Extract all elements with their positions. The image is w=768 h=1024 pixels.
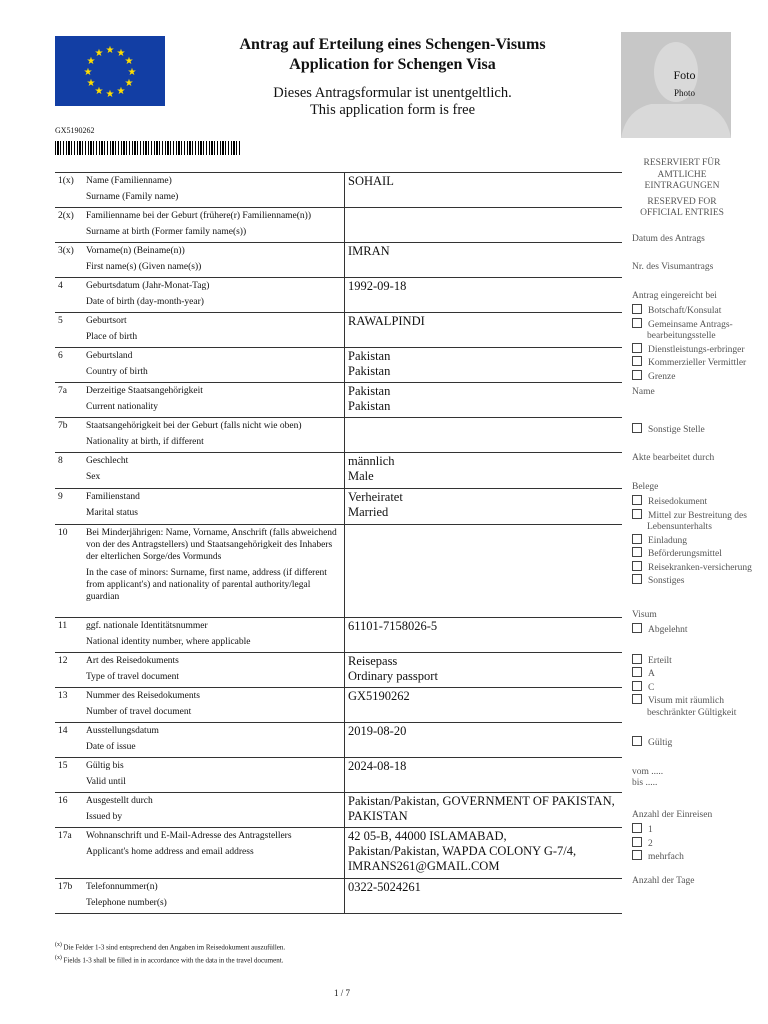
option-label: Grenze	[648, 371, 676, 382]
field-number: 17b	[58, 882, 73, 892]
checkbox[interactable]	[632, 694, 642, 704]
option-label: Abgelehnt	[648, 625, 688, 635]
field-label-en: Number of travel document	[86, 707, 192, 717]
visa-number-label: Nr. des Visumantrags	[632, 262, 714, 272]
form-row	[55, 347, 622, 382]
checkbox-option[interactable]	[632, 495, 768, 509]
field-label	[86, 653, 344, 687]
field-number: 7b	[58, 421, 68, 431]
svg-text:★: ★	[94, 48, 104, 59]
valid-to-label: bis .....	[632, 778, 658, 788]
field-label-en: Country of birth	[86, 367, 148, 377]
field-value[interactable]: 2019-08-20	[344, 723, 622, 757]
form-row	[55, 488, 622, 524]
footnote	[55, 940, 285, 967]
checkbox[interactable]	[632, 423, 642, 433]
field-value[interactable]: IMRAN	[344, 243, 622, 277]
option-label: Erteilt	[648, 655, 672, 666]
checkbox[interactable]	[632, 534, 642, 544]
option-label: Einladung	[648, 535, 688, 546]
field-label	[86, 208, 344, 242]
field-label-en: Valid until	[86, 777, 126, 787]
svg-text:★: ★	[86, 56, 96, 67]
field-label	[86, 418, 344, 452]
field-label-en: Date of issue	[86, 742, 136, 752]
field-number: 2(x)	[58, 211, 74, 221]
form-row	[55, 207, 622, 242]
checkbox[interactable]	[632, 654, 642, 664]
option-label: Visum mit räumlich beschränkter Gültigkeit	[647, 696, 737, 718]
field-value[interactable]: 61101-7158026-5	[344, 618, 622, 652]
footnote-de: $^{(x)}$ Die Felder 1-3 sind entsprechend den Angaben im Reisedokument auszufüllen.	[55, 942, 286, 952]
field-label-en: Nationality at birth, if different	[86, 437, 204, 447]
field-value[interactable]: männlich Male	[344, 453, 622, 488]
field-value[interactable]: 2024-08-18	[344, 758, 622, 792]
field-label	[86, 828, 344, 878]
handled-by-label: Akte bearbeitet durch	[632, 453, 715, 463]
field-number: 3(x)	[58, 246, 74, 256]
field-value[interactable]: Pakistan Pakistan	[344, 383, 622, 417]
footnote-en-text: Fields 1-3 shall be filled in in accordance with the data in the travel document.	[63, 956, 284, 965]
svg-text:★: ★	[83, 67, 93, 78]
documents-label: Belege	[632, 481, 659, 492]
option-label: Gemeinsame Antrags-bearbeitungsstelle	[647, 319, 733, 341]
field-label-de: Familienstand	[86, 492, 140, 502]
free-note-de: Dieses Antragsformular ist unentgeltlich.	[273, 85, 512, 101]
field-number: 5	[58, 316, 63, 326]
option-label: Beförderungsmittel	[648, 549, 722, 559]
checkbox[interactable]	[632, 850, 642, 860]
checkbox-option[interactable]	[632, 356, 768, 370]
field-label-en: National identity number, where applicable	[86, 637, 251, 647]
field-label-en: In the case of minors: Surname, first name, address (if different from applicant's) and nationality of parental authority/legal guardian	[86, 568, 327, 602]
checkbox-option[interactable]	[632, 681, 768, 695]
field-number: 12	[58, 656, 68, 666]
photo-label-en: Photo	[673, 88, 695, 98]
field-number: 13	[58, 691, 68, 701]
svg-text:★: ★	[86, 78, 96, 89]
field-label-de: Geschlecht	[86, 456, 129, 466]
checkbox[interactable]	[632, 343, 642, 353]
form-row	[55, 792, 622, 827]
title-de: Antrag auf Erteilung eines Schengen-Visums	[239, 36, 546, 53]
option-valid[interactable]	[632, 736, 768, 750]
checkbox-option[interactable]	[632, 850, 768, 864]
field-label-de: Staatsangehörigkeit bei der Geburt (falls nicht wie oben)	[86, 421, 302, 431]
svg-text:★: ★	[124, 78, 134, 89]
option-label: 1	[648, 825, 653, 835]
field-label-de: Telefonnummer(n)	[86, 882, 158, 892]
checkbox[interactable]	[632, 837, 642, 847]
applicant-data-table	[55, 172, 622, 914]
photo-placeholder	[621, 32, 731, 138]
checkbox[interactable]	[632, 574, 642, 584]
option-label: Gültig	[648, 738, 673, 748]
field-label	[86, 173, 344, 207]
field-number: 1(x)	[58, 176, 74, 186]
checkbox-option[interactable]	[632, 318, 768, 343]
field-label-en: Type of travel document	[86, 672, 179, 682]
field-value[interactable]: SOHAIL	[344, 173, 622, 207]
field-label-en: Surname at birth (Former family name(s))	[86, 227, 247, 237]
field-label-en: Place of birth	[86, 332, 138, 342]
checkbox-option[interactable]	[632, 837, 768, 851]
field-label	[86, 618, 344, 652]
days-label: Anzahl der Tage	[632, 875, 695, 886]
field-label	[86, 723, 344, 757]
checkbox[interactable]	[632, 509, 642, 519]
field-label	[86, 383, 344, 417]
option-label: 2	[648, 838, 653, 849]
field-label	[86, 489, 344, 524]
footnote-de-text: Die Felder 1-3 sind entsprechend den Angaben im Reisedokument auszufüllen.	[63, 943, 286, 952]
field-label-en: First name(s) (Given name(s))	[86, 262, 202, 272]
form-subtitle	[180, 85, 605, 119]
field-label-en: Current nationality	[86, 402, 159, 412]
footnote-en: $^{(x)}$ Fields 1-3 shall be filled in in accordance with the data in the travel document.	[55, 955, 284, 965]
field-label	[86, 348, 344, 382]
form-row	[55, 312, 622, 347]
checkbox[interactable]	[632, 356, 642, 366]
option-other-office[interactable]	[632, 423, 768, 437]
svg-text:★: ★	[124, 56, 134, 67]
checkbox-option[interactable]	[632, 343, 768, 357]
field-label	[86, 525, 344, 617]
form-row	[55, 452, 622, 488]
field-label-en: Sex	[86, 472, 101, 482]
field-value[interactable]: 1992-09-18	[344, 278, 622, 312]
checkbox[interactable]	[632, 623, 642, 633]
field-label-de: Geburtsort	[86, 316, 127, 326]
form-row	[55, 242, 622, 277]
title-en: Application for Schengen Visa	[289, 56, 496, 73]
submitted-options	[632, 304, 768, 383]
field-number: 7a	[58, 386, 67, 396]
field-value[interactable]: RAWALPINDI	[344, 313, 622, 347]
field-label-de: Geburtsdatum (Jahr-Monat-Tag)	[86, 281, 210, 291]
field-label-de: Familienname bei der Geburt (frühere(r) Familienname(n))	[86, 211, 312, 221]
field-label	[86, 453, 344, 488]
field-number: 9	[58, 492, 63, 502]
checkbox-option[interactable]	[632, 547, 768, 561]
form-title	[180, 35, 605, 75]
reserved-de: RESERVIERT FÜR AMTLICHE EINTRAGUNGEN	[643, 158, 721, 191]
option-label: Kommerzieller Vermittler	[648, 358, 747, 368]
checkbox[interactable]	[632, 823, 642, 833]
field-label	[86, 278, 344, 312]
svg-text:★: ★	[105, 89, 115, 100]
option-label: Sonstige Stelle	[648, 424, 705, 435]
visa-label: Visum	[632, 609, 657, 620]
checkbox-option[interactable]	[632, 823, 768, 837]
submitted-at-label: Antrag eingereicht bei	[632, 290, 717, 301]
passport-reference: GX5190262	[55, 126, 95, 135]
option-label: Reisekranken-versicherung	[648, 562, 752, 573]
option-label: Botschaft/Konsulat	[648, 306, 722, 316]
field-value[interactable]: GX5190262	[344, 688, 622, 722]
form-row	[55, 277, 622, 312]
field-label-de: Name (Familienname)	[86, 176, 172, 186]
field-number: 17a	[58, 831, 72, 841]
checkbox[interactable]	[632, 561, 642, 571]
checkbox-option[interactable]	[632, 654, 768, 668]
checkbox-option[interactable]	[632, 370, 768, 384]
checkbox-option[interactable]	[632, 574, 768, 588]
field-label-en: Telephone number(s)	[86, 898, 167, 908]
checkbox-option[interactable]	[632, 667, 768, 681]
application-date-label: Datum des Antrags	[632, 233, 705, 244]
form-row	[55, 757, 622, 792]
issued-options	[632, 654, 768, 720]
field-number: 16	[58, 796, 68, 806]
form-row	[55, 652, 622, 687]
field-label-de: Wohnanschrift und E-Mail-Adresse des Antragstellers	[86, 831, 292, 841]
svg-text:★: ★	[116, 86, 126, 97]
field-value[interactable]	[344, 525, 622, 617]
field-label-de: Art des Reisedokuments	[86, 656, 179, 666]
free-note-en: This application form is free	[309, 102, 476, 118]
field-value[interactable]: Pakistan Pakistan	[344, 348, 622, 382]
svg-text:★: ★	[94, 86, 104, 97]
photo-label-de: Foto	[673, 68, 696, 82]
field-number: 8	[58, 456, 63, 466]
option-label: Reisedokument	[648, 497, 708, 507]
checkbox[interactable]	[632, 318, 642, 328]
field-label-en: Marital status	[86, 508, 138, 518]
option-label: Sonstiges	[648, 576, 685, 586]
field-number: 6	[58, 351, 63, 361]
page-number: 1 / 7	[333, 988, 350, 998]
svg-text:★: ★	[127, 67, 137, 78]
entries-options	[632, 823, 768, 864]
field-value[interactable]	[344, 418, 622, 452]
option-label: mehrfach	[648, 852, 684, 862]
svg-text:★: ★	[105, 45, 115, 56]
option-label: C	[648, 682, 655, 693]
field-label-en: Date of birth (day-month-year)	[86, 297, 204, 307]
option-label: Mittel zur Bestreitung des Lebensunterhalts	[647, 510, 747, 532]
checkbox-option[interactable]	[632, 561, 768, 575]
documents-options	[632, 495, 768, 588]
field-number: 15	[58, 761, 68, 771]
field-number: 14	[58, 726, 68, 736]
field-value[interactable]: 0322-5024261	[344, 879, 622, 913]
checkbox[interactable]	[632, 370, 642, 380]
field-label	[86, 758, 344, 792]
form-row	[55, 417, 622, 452]
checkbox[interactable]	[632, 495, 642, 505]
name-label: Name	[632, 387, 655, 397]
field-value[interactable]: Verheiratet Married	[344, 489, 622, 524]
field-number: 11	[58, 621, 68, 631]
checkbox[interactable]	[632, 681, 642, 691]
valid-from-label: vom .....	[632, 766, 664, 777]
checkbox-option[interactable]	[632, 694, 768, 719]
field-number: 4	[58, 281, 63, 291]
field-label	[86, 313, 344, 347]
checkbox[interactable]	[632, 304, 642, 314]
option-label: Dienstleistungs-erbringer	[648, 344, 745, 355]
checkbox-option[interactable]	[632, 304, 768, 318]
field-label-en: Surname (Family name)	[86, 192, 179, 202]
svg-text:★: ★	[116, 48, 126, 59]
field-value[interactable]: Pakistan/Pakistan, GOVERNMENT OF PAKISTAN, PAKISTAN	[344, 793, 622, 827]
form-row	[55, 382, 622, 417]
field-label-de: Vorname(n) (Beiname(n))	[86, 246, 185, 256]
field-label-en: Issued by	[86, 812, 123, 822]
field-label-de: Ausstellungsdatum	[86, 726, 159, 736]
field-label-de: ggf. nationale Identitätsnummer	[86, 621, 208, 631]
form-row	[55, 722, 622, 757]
field-value[interactable]: Reisepass Ordinary passport	[344, 653, 622, 687]
form-row	[55, 172, 622, 207]
option-label: A	[648, 669, 655, 679]
field-label	[86, 879, 344, 913]
field-value[interactable]: 42 05-B, 44000 ISLAMABAD, Pakistan/Pakistan, WAPDA COLONY G-7/4, IMRANS261@GMAIL.COM	[344, 828, 622, 878]
checkbox-option[interactable]	[632, 534, 768, 548]
checkbox[interactable]	[632, 547, 642, 557]
field-label	[86, 793, 344, 827]
entries-label: Anzahl der Einreisen	[632, 809, 713, 820]
field-label-en: Applicant's home address and email address	[86, 847, 254, 857]
field-label-de: Nummer des Reisedokuments	[86, 691, 200, 701]
eu-flag-icon	[55, 36, 165, 106]
field-label-de: Ausgestellt durch	[86, 796, 153, 806]
field-label-de: Gültig bis	[86, 761, 124, 771]
option-refused[interactable]	[632, 623, 768, 637]
field-label-de: Derzeitige Staatsangehörigkeit	[86, 386, 203, 396]
field-label	[86, 688, 344, 722]
checkbox-option[interactable]	[632, 509, 768, 534]
form-row	[55, 878, 622, 914]
form-row	[55, 524, 622, 617]
field-value[interactable]	[344, 208, 622, 242]
checkbox[interactable]	[632, 736, 642, 746]
form-row	[55, 617, 622, 652]
field-label-de: Bei Minderjährigen: Name, Vorname, Anschrift (falls abweichend von der des Antragstellers) und Staatsangehörigkeit des Inhabers der elterlichen Sorge/des Vormunds	[86, 528, 337, 562]
form-row	[55, 827, 622, 878]
field-number: 10	[58, 528, 68, 538]
field-label	[86, 243, 344, 277]
reserved-en: RESERVED FOR OFFICIAL ENTRIES	[640, 196, 724, 218]
form-row	[55, 687, 622, 722]
field-label-de: Geburtsland	[86, 351, 133, 361]
official-entries-column	[632, 158, 768, 887]
barcode	[55, 141, 240, 155]
checkbox[interactable]	[632, 667, 642, 677]
